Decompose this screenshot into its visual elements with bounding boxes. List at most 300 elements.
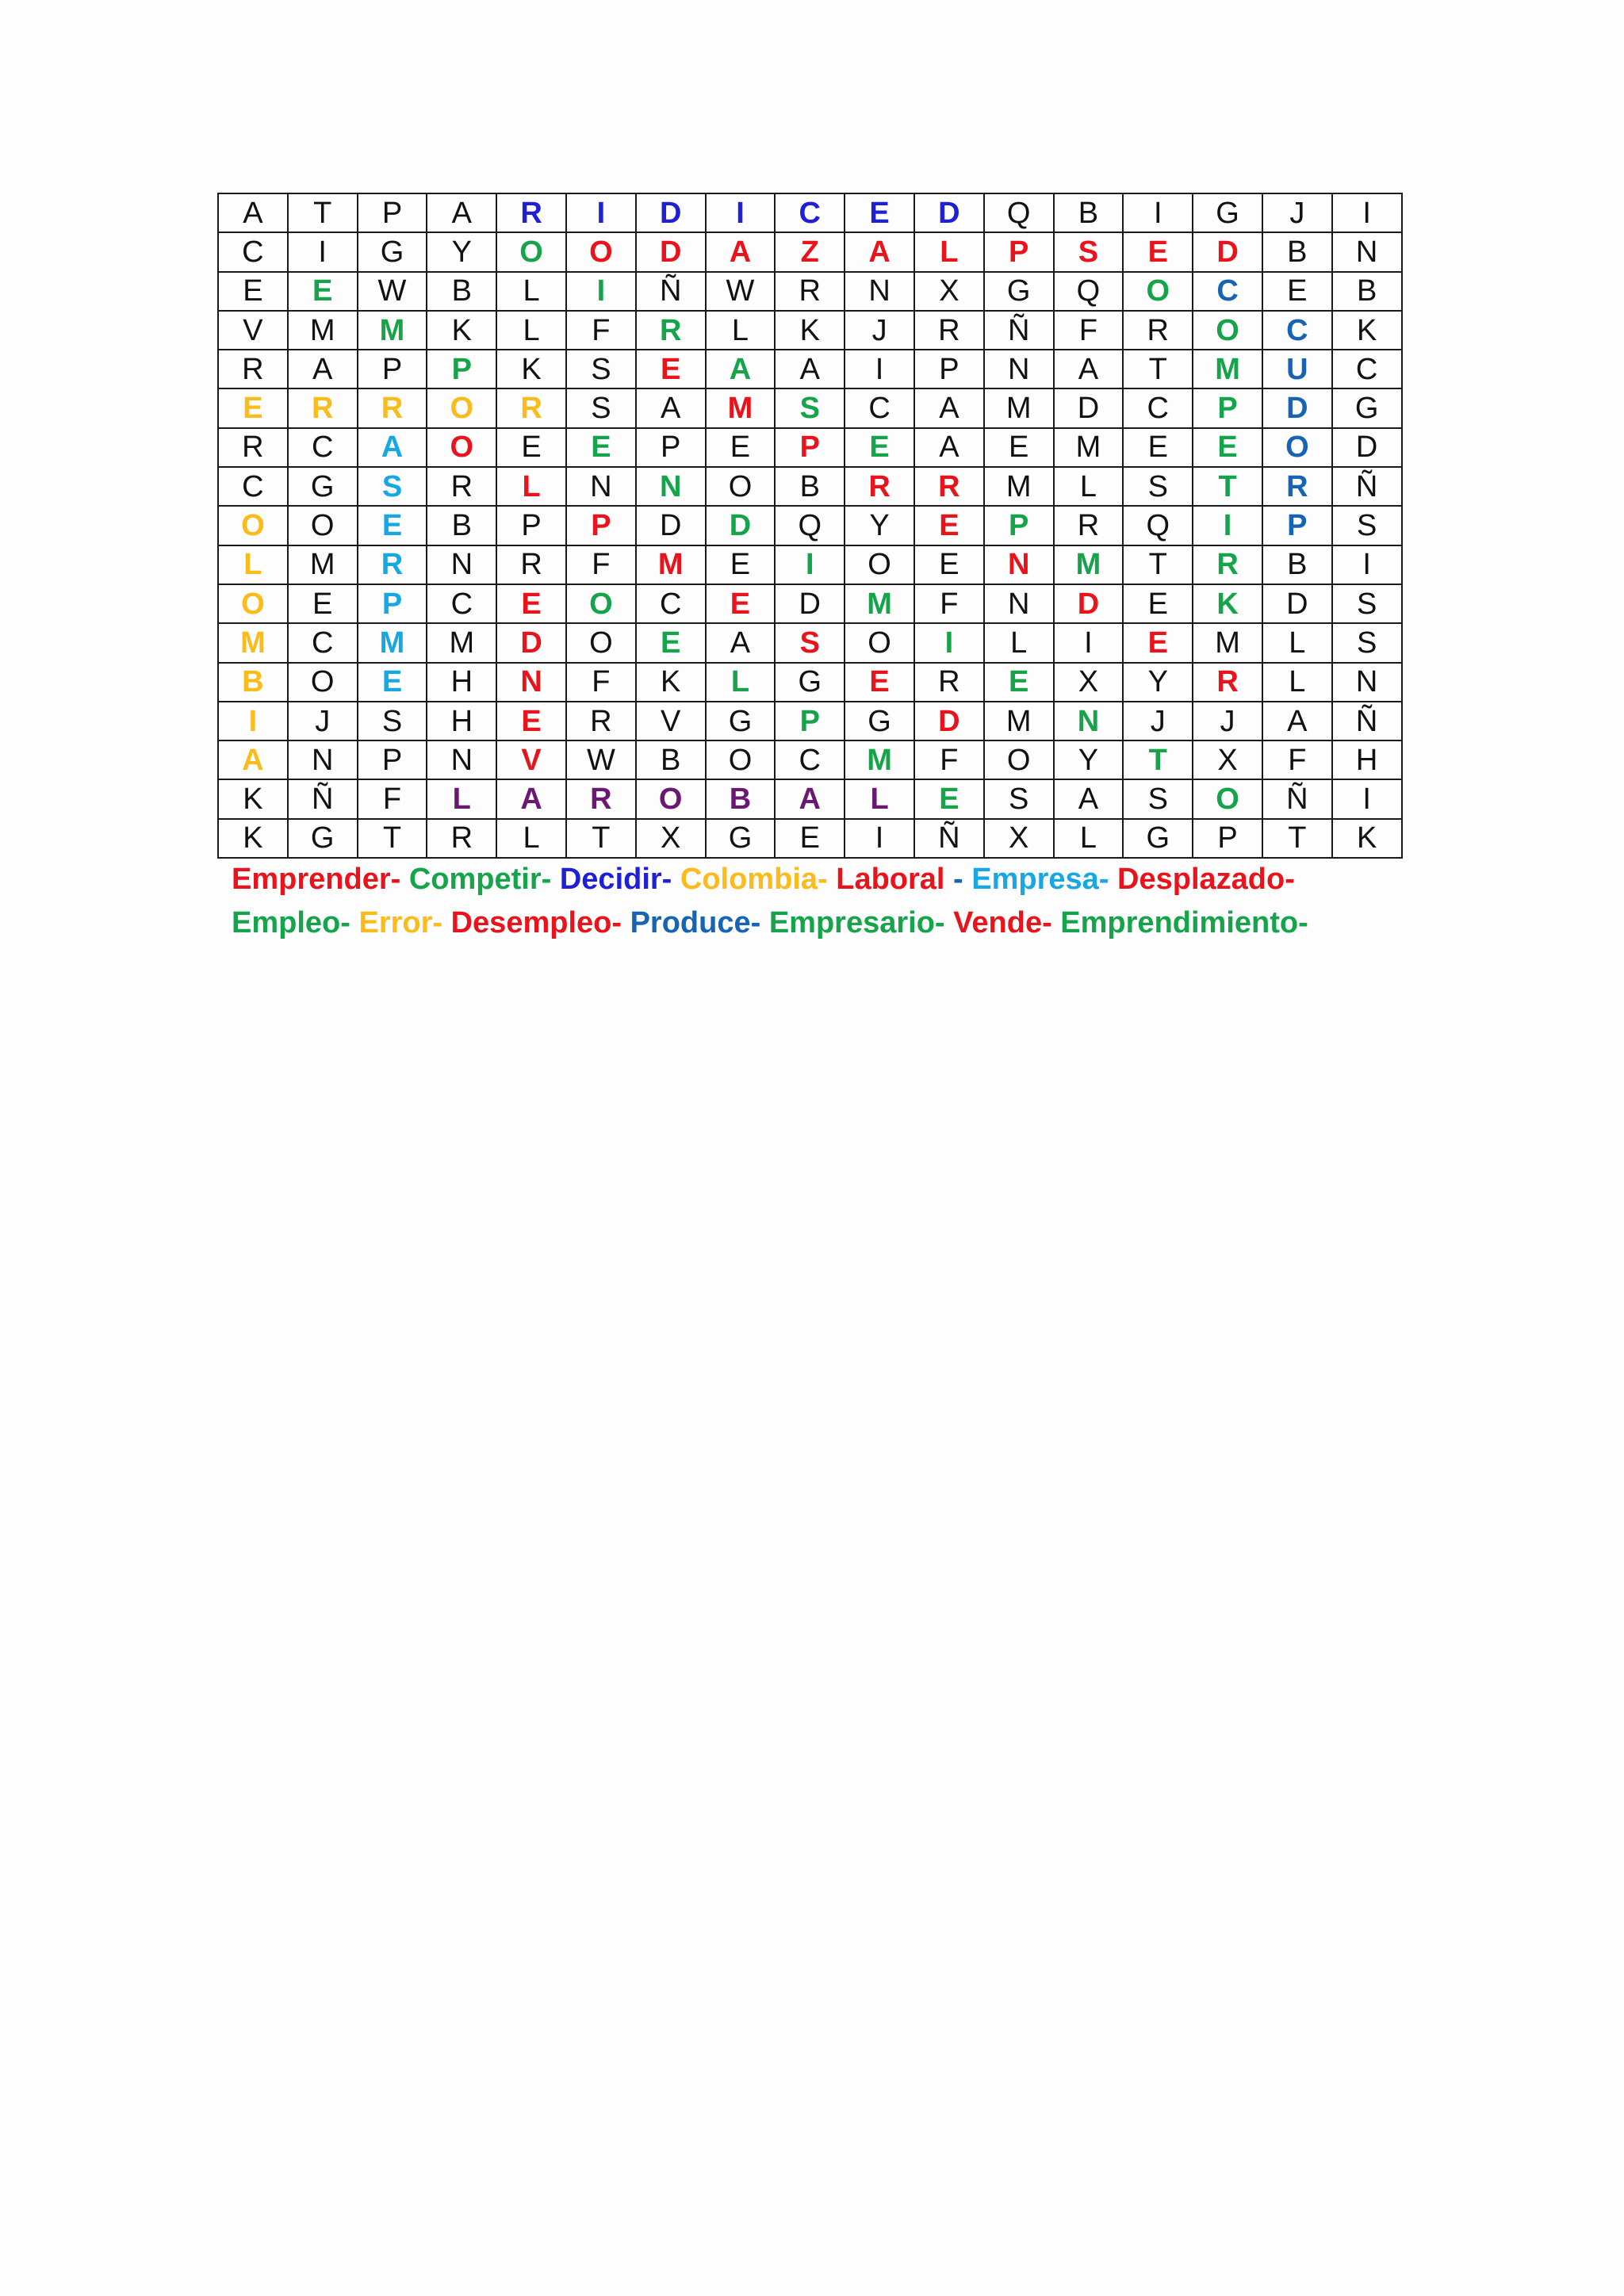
grid-cell: S	[566, 388, 636, 427]
grid-cell: R	[1193, 545, 1262, 584]
grid-cell: O	[427, 388, 496, 427]
grid-cell: A	[706, 350, 776, 388]
grid-cell: T	[566, 819, 636, 858]
grid-cell: K	[1332, 311, 1402, 350]
grid-cell: S	[1332, 623, 1402, 662]
grid-cell: W	[706, 272, 776, 311]
grid-cell: E	[358, 506, 427, 545]
grid-cell: R	[845, 467, 914, 506]
grid-cell: N	[1054, 702, 1124, 740]
grid-cell: D	[636, 506, 706, 545]
grid-cell: V	[496, 740, 566, 779]
grid-cell: R	[288, 388, 358, 427]
grid-cell: L	[496, 819, 566, 858]
grid-cell: C	[288, 623, 358, 662]
word-list-item: Decidir-	[559, 863, 680, 896]
grid-cell: D	[1262, 388, 1332, 427]
grid-cell: N	[1332, 663, 1402, 702]
grid-cell: C	[636, 584, 706, 623]
grid-cell: F	[914, 740, 984, 779]
grid-cell: S	[775, 388, 845, 427]
grid-cell: E	[288, 584, 358, 623]
grid-cell: A	[1054, 350, 1124, 388]
grid-cell: O	[218, 584, 288, 623]
grid-row	[218, 623, 1402, 662]
grid-cell: F	[566, 545, 636, 584]
grid-cell: E	[288, 272, 358, 311]
grid-cell: R	[636, 311, 706, 350]
grid-cell: C	[845, 388, 914, 427]
grid-cell: P	[636, 428, 706, 467]
grid-cell: I	[1123, 193, 1193, 232]
grid-cell: N	[566, 467, 636, 506]
grid-cell: E	[706, 584, 776, 623]
grid-cell: G	[1193, 193, 1262, 232]
grid-cell: P	[358, 350, 427, 388]
grid-cell: O	[427, 428, 496, 467]
grid-cell: E	[1123, 428, 1193, 467]
grid-cell: L	[914, 232, 984, 271]
grid-cell: I	[288, 232, 358, 271]
grid-cell: J	[1262, 193, 1332, 232]
grid-cell: E	[984, 428, 1054, 467]
grid-cell: N	[288, 740, 358, 779]
grid-cell: S	[775, 623, 845, 662]
grid-cell: L	[1262, 623, 1332, 662]
grid-row	[218, 819, 1402, 858]
grid-cell: M	[636, 545, 706, 584]
grid-cell: F	[914, 584, 984, 623]
grid-cell: R	[1054, 506, 1124, 545]
grid-cell: M	[984, 467, 1054, 506]
grid-cell: X	[636, 819, 706, 858]
grid-cell: Y	[845, 506, 914, 545]
grid-cell: Y	[1123, 663, 1193, 702]
grid-cell: Ñ	[288, 779, 358, 818]
grid-cell: X	[984, 819, 1054, 858]
grid-cell: R	[218, 350, 288, 388]
grid-cell: X	[1054, 663, 1124, 702]
grid-cell: B	[427, 272, 496, 311]
grid-cell: R	[914, 467, 984, 506]
grid-cell: A	[845, 232, 914, 271]
grid-cell: F	[358, 779, 427, 818]
grid-cell: K	[1193, 584, 1262, 623]
grid-cell: G	[288, 467, 358, 506]
word-list	[232, 858, 1373, 945]
grid-cell: L	[427, 779, 496, 818]
grid-cell: N	[496, 663, 566, 702]
grid-cell: X	[1193, 740, 1262, 779]
grid-cell: O	[1193, 311, 1262, 350]
grid-cell: A	[775, 779, 845, 818]
grid-cell: L	[984, 623, 1054, 662]
grid-row	[218, 467, 1402, 506]
grid-cell: P	[496, 506, 566, 545]
grid-cell: R	[496, 545, 566, 584]
grid-cell: E	[1123, 232, 1193, 271]
grid-cell: L	[706, 311, 776, 350]
grid-cell: D	[496, 623, 566, 662]
grid-cell: A	[288, 350, 358, 388]
grid-cell: G	[845, 702, 914, 740]
grid-cell: G	[1123, 819, 1193, 858]
grid-cell: E	[496, 584, 566, 623]
word-list-item: Vende-	[953, 906, 1061, 939]
grid-cell: A	[706, 232, 776, 271]
word-list-item: Empresa-	[971, 863, 1109, 896]
grid-cell: A	[1054, 779, 1124, 818]
grid-cell: N	[427, 545, 496, 584]
grid-cell: L	[218, 545, 288, 584]
grid-cell: K	[775, 311, 845, 350]
grid-cell: O	[1123, 272, 1193, 311]
grid-cell: S	[1123, 779, 1193, 818]
grid-cell: E	[845, 193, 914, 232]
grid-cell: E	[1193, 428, 1262, 467]
grid-cell: P	[775, 428, 845, 467]
word-list-item: Competir-	[408, 863, 552, 896]
grid-cell: M	[218, 623, 288, 662]
grid-cell: Ñ	[636, 272, 706, 311]
grid-cell: E	[358, 663, 427, 702]
grid-cell: P	[1193, 819, 1262, 858]
grid-cell: Y	[427, 232, 496, 271]
grid-cell: E	[636, 623, 706, 662]
grid-cell: B	[1332, 272, 1402, 311]
grid-cell: M	[984, 702, 1054, 740]
grid-cell: Ñ	[914, 819, 984, 858]
word-list-item: Desempleo-	[450, 906, 630, 939]
grid-row	[218, 272, 1402, 311]
grid-cell: R	[496, 388, 566, 427]
grid-cell: V	[218, 311, 288, 350]
grid-cell: N	[427, 740, 496, 779]
grid-cell: B	[1262, 232, 1332, 271]
grid-cell: D	[1262, 584, 1332, 623]
grid-cell: Ñ	[1332, 702, 1402, 740]
grid-cell: I	[566, 272, 636, 311]
grid-cell: A	[1262, 702, 1332, 740]
grid-cell: I	[845, 819, 914, 858]
grid-cell: O	[218, 506, 288, 545]
grid-cell: C	[1332, 350, 1402, 388]
grid-cell: B	[1262, 545, 1332, 584]
grid-cell: A	[914, 428, 984, 467]
grid-cell: Q	[775, 506, 845, 545]
grid-cell: G	[706, 702, 776, 740]
grid-cell: E	[706, 428, 776, 467]
grid-cell: B	[427, 506, 496, 545]
grid-cell: S	[1332, 584, 1402, 623]
grid-cell: H	[1332, 740, 1402, 779]
grid-cell: W	[566, 740, 636, 779]
grid-cell: R	[427, 467, 496, 506]
grid-cell: E	[566, 428, 636, 467]
grid-cell: D	[775, 584, 845, 623]
grid-row	[218, 663, 1402, 702]
grid-row	[218, 428, 1402, 467]
grid-cell: R	[218, 428, 288, 467]
grid-cell: X	[914, 272, 984, 311]
grid-cell: M	[1054, 545, 1124, 584]
grid-cell: K	[218, 819, 288, 858]
grid-cell: P	[914, 350, 984, 388]
grid-cell: P	[1262, 506, 1332, 545]
grid-cell: C	[218, 232, 288, 271]
grid-cell: I	[845, 350, 914, 388]
grid-cell: Ñ	[1332, 467, 1402, 506]
grid-cell: F	[566, 663, 636, 702]
grid-row	[218, 779, 1402, 818]
grid-cell: T	[1123, 350, 1193, 388]
grid-row	[218, 545, 1402, 584]
grid-cell: S	[358, 702, 427, 740]
grid-cell: U	[1262, 350, 1332, 388]
grid-cell: I	[1332, 545, 1402, 584]
grid-cell: E	[706, 545, 776, 584]
grid-cell: A	[358, 428, 427, 467]
grid-cell: J	[1123, 702, 1193, 740]
grid-cell: A	[218, 740, 288, 779]
grid-cell: F	[1054, 311, 1124, 350]
grid-cell: K	[1332, 819, 1402, 858]
grid-cell: A	[496, 779, 566, 818]
grid-cell: K	[218, 779, 288, 818]
grid-cell: M	[1193, 350, 1262, 388]
grid-cell: T	[1193, 467, 1262, 506]
grid-row	[218, 388, 1402, 427]
grid-cell: G	[775, 663, 845, 702]
grid-cell: R	[1123, 311, 1193, 350]
grid-cell: C	[775, 740, 845, 779]
grid-cell: E	[775, 819, 845, 858]
grid-cell: M	[1193, 623, 1262, 662]
grid-cell: S	[358, 467, 427, 506]
grid-cell: M	[358, 623, 427, 662]
grid-cell: O	[496, 232, 566, 271]
grid-cell: B	[218, 663, 288, 702]
grid-cell: D	[914, 193, 984, 232]
grid-cell: S	[566, 350, 636, 388]
grid-cell: P	[1193, 388, 1262, 427]
grid-cell: C	[427, 584, 496, 623]
grid-cell: E	[636, 350, 706, 388]
grid-cell: N	[636, 467, 706, 506]
grid-cell: R	[1193, 663, 1262, 702]
grid-row	[218, 584, 1402, 623]
grid-cell: P	[775, 702, 845, 740]
grid-cell: T	[1123, 740, 1193, 779]
grid-cell: L	[1262, 663, 1332, 702]
grid-cell: C	[1262, 311, 1332, 350]
grid-cell: D	[636, 193, 706, 232]
grid-cell: M	[706, 388, 776, 427]
grid-cell: E	[1262, 272, 1332, 311]
grid-cell: T	[1262, 819, 1332, 858]
grid-cell: I	[1332, 779, 1402, 818]
grid-cell: R	[914, 663, 984, 702]
grid-cell: P	[566, 506, 636, 545]
grid-cell: N	[984, 350, 1054, 388]
grid-cell: M	[984, 388, 1054, 427]
grid-cell: D	[914, 702, 984, 740]
grid-cell: P	[984, 232, 1054, 271]
grid-cell: A	[706, 623, 776, 662]
grid-cell: M	[288, 311, 358, 350]
grid-cell: I	[1193, 506, 1262, 545]
grid-cell: C	[775, 193, 845, 232]
grid-cell: O	[1193, 779, 1262, 818]
grid-cell: A	[775, 350, 845, 388]
grid-row	[218, 232, 1402, 271]
grid-cell: T	[358, 819, 427, 858]
word-list-item: Error-	[358, 906, 451, 939]
grid-cell: I	[1054, 623, 1124, 662]
grid-cell: V	[636, 702, 706, 740]
word-list-item: Emprendimiento-	[1060, 906, 1308, 939]
grid-row	[218, 506, 1402, 545]
grid-cell: R	[358, 388, 427, 427]
word-list-item: Emprender-	[232, 863, 401, 896]
grid-row	[218, 311, 1402, 350]
grid-cell: Ñ	[984, 311, 1054, 350]
grid-cell: S	[1054, 232, 1124, 271]
grid-cell: C	[1193, 272, 1262, 311]
word-list-item: Desplazado-	[1117, 863, 1295, 896]
grid-cell: T	[1123, 545, 1193, 584]
grid-cell: Q	[1123, 506, 1193, 545]
grid-cell: H	[427, 663, 496, 702]
word-list-item: -	[953, 863, 972, 896]
grid-cell: T	[288, 193, 358, 232]
grid-cell: E	[984, 663, 1054, 702]
grid-cell: Ñ	[1262, 779, 1332, 818]
grid-cell: D	[636, 232, 706, 271]
grid-cell: P	[358, 740, 427, 779]
grid-cell: B	[1054, 193, 1124, 232]
grid-cell: D	[1193, 232, 1262, 271]
grid-cell: A	[427, 193, 496, 232]
grid-cell: O	[845, 545, 914, 584]
grid-cell: L	[1054, 467, 1124, 506]
grid-cell: J	[288, 702, 358, 740]
grid-cell: D	[1332, 428, 1402, 467]
grid-cell: L	[496, 272, 566, 311]
grid-cell: M	[358, 311, 427, 350]
grid-cell: G	[358, 232, 427, 271]
grid-cell: R	[358, 545, 427, 584]
grid-cell: K	[427, 311, 496, 350]
word-list-item: Laboral	[836, 863, 945, 896]
grid-cell: F	[1262, 740, 1332, 779]
grid-cell: F	[566, 311, 636, 350]
grid-cell: K	[496, 350, 566, 388]
grid-cell: A	[914, 388, 984, 427]
grid-cell: Q	[1054, 272, 1124, 311]
grid-cell: J	[845, 311, 914, 350]
grid-cell: E	[845, 663, 914, 702]
grid-row	[218, 193, 1402, 232]
grid-cell: N	[845, 272, 914, 311]
grid-cell: M	[1054, 428, 1124, 467]
grid-cell: O	[706, 467, 776, 506]
grid-cell: O	[984, 740, 1054, 779]
grid-cell: Z	[775, 232, 845, 271]
grid-cell: W	[358, 272, 427, 311]
grid-cell: N	[1332, 232, 1402, 271]
grid-cell: C	[1123, 388, 1193, 427]
grid-cell: R	[566, 779, 636, 818]
grid-cell: P	[984, 506, 1054, 545]
grid-cell: E	[218, 388, 288, 427]
grid-cell: Y	[1054, 740, 1124, 779]
grid-cell: E	[496, 428, 566, 467]
grid-cell: O	[566, 584, 636, 623]
grid-cell: A	[218, 193, 288, 232]
grid-cell: E	[845, 428, 914, 467]
grid-cell: B	[775, 467, 845, 506]
grid-cell: D	[706, 506, 776, 545]
grid-cell: O	[288, 663, 358, 702]
grid-cell: E	[914, 779, 984, 818]
grid-cell: M	[427, 623, 496, 662]
grid-row	[218, 740, 1402, 779]
grid-cell: S	[1123, 467, 1193, 506]
grid-cell: G	[288, 819, 358, 858]
grid-cell: C	[288, 428, 358, 467]
word-list-item: Empresario-	[768, 906, 954, 939]
grid-cell: B	[636, 740, 706, 779]
grid-cell: P	[427, 350, 496, 388]
grid-row	[218, 702, 1402, 740]
grid-cell: R	[775, 272, 845, 311]
grid-cell: I	[706, 193, 776, 232]
grid-cell: D	[1054, 388, 1124, 427]
grid-cell: I	[566, 193, 636, 232]
grid-cell: I	[914, 623, 984, 662]
grid-cell: I	[1332, 193, 1402, 232]
grid-cell: C	[218, 467, 288, 506]
word-search-grid	[217, 193, 1403, 859]
grid-cell: Q	[984, 193, 1054, 232]
grid-cell: M	[288, 545, 358, 584]
grid-cell: N	[984, 545, 1054, 584]
grid-cell: O	[706, 740, 776, 779]
grid-cell: L	[845, 779, 914, 818]
grid-cell: G	[984, 272, 1054, 311]
grid-cell: I	[218, 702, 288, 740]
grid-cell: D	[1054, 584, 1124, 623]
grid-cell: R	[1262, 467, 1332, 506]
grid-cell: O	[1262, 428, 1332, 467]
grid-cell: G	[706, 819, 776, 858]
grid-cell: E	[1123, 623, 1193, 662]
grid-cell: S	[1332, 506, 1402, 545]
grid-cell: O	[566, 232, 636, 271]
grid-cell: L	[496, 311, 566, 350]
grid-cell: M	[845, 740, 914, 779]
word-list-item: Produce-	[630, 906, 769, 939]
grid-cell: E	[496, 702, 566, 740]
grid-cell: S	[984, 779, 1054, 818]
grid-cell: L	[496, 467, 566, 506]
grid-cell: I	[775, 545, 845, 584]
grid-cell: E	[1123, 584, 1193, 623]
grid-cell: O	[845, 623, 914, 662]
grid-cell: K	[636, 663, 706, 702]
grid-cell: J	[1193, 702, 1262, 740]
